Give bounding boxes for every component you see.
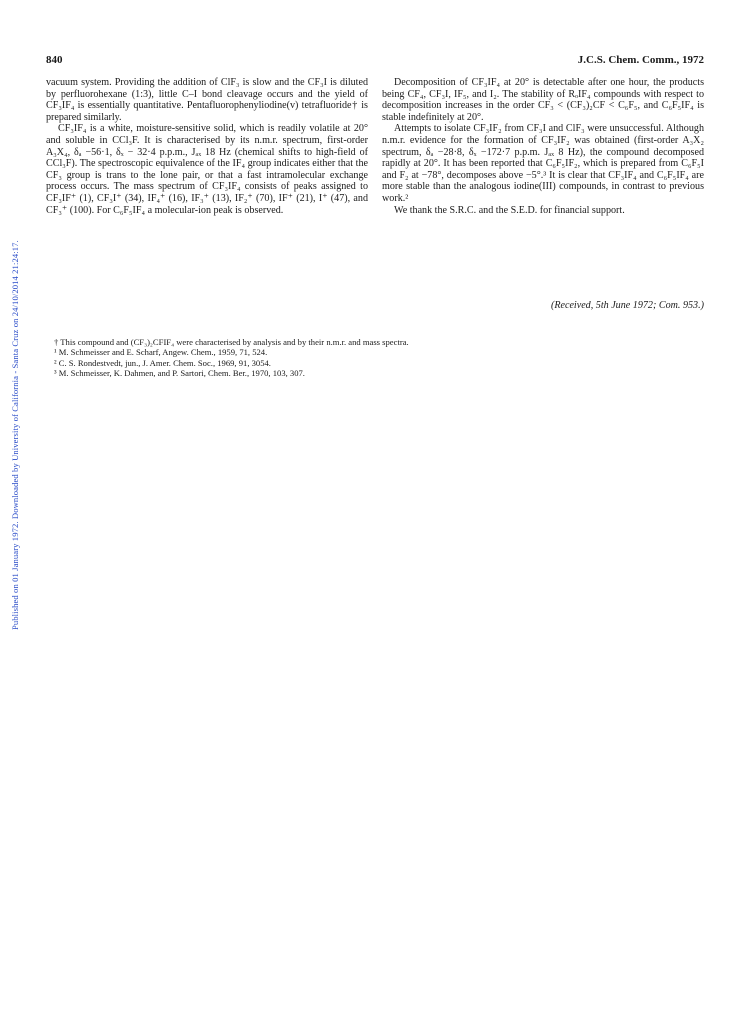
page-header — [46, 54, 704, 72]
footnote-dagger: † This compound and (CF₃)₂CFIF₄ were characterised by analysis and by their n.m.r. and mass spectra. — [54, 337, 409, 347]
paragraph-vacuum-system: vacuum system. Providing the addition of ClF₃ is slow and the CF₃I is diluted by perfluorohexane (1:3), little C–I bond cleavage occurs and the yield of CF₃IF₄ is essentially quantitative. Pentafluorophenyliodine(v) tetrafluoride† is prepared similarly. — [46, 77, 368, 123]
left-column — [46, 77, 368, 216]
journal-title: J.C.S. Chem. Comm., 1972 — [577, 54, 704, 66]
right-column — [382, 77, 704, 216]
received-note: (Received, 5th June 1972; Com. 953.) — [550, 300, 704, 311]
reference-3: ³ M. Schmeisser, K. Dahmen, and P. Sartori, Chem. Ber., 1970, 103, 307. — [54, 368, 305, 379]
paragraph-decomposition: Decomposition of CF₃IF₄ at 20° is detectable after one hour, the products being CF₄, CF₃I, IF₅, and I₂. The stability of RₒIF₄ compounds with respect to decomposition increases in the order CF₃ < (CF₃)₂CF < C₆F₅, and C₆F₅IF₄ is stable indefinitely at 20°. — [382, 77, 704, 123]
reference-2: ² C. S. Rondestvedt, jun., J. Amer. Chem. Soc., 1969, 91, 3054. — [54, 357, 271, 368]
paragraph-acknowledgement: We thank the S.R.C. and the S.E.D. for financial support. — [394, 204, 625, 216]
article-page — [46, 54, 704, 379]
reference-1: ¹ M. Schmeisser and E. Scharf, Angew. Chem., 1959, 71, 524. — [54, 347, 268, 358]
footnotes — [54, 337, 654, 379]
provenance-sidebar — [2, 150, 18, 670]
page-number: 840 — [46, 54, 63, 66]
paragraph-attempts: Attempts to isolate CF₃IF₂ from CF₃I and ClF₃ were unsuccessful. Although n.m.r. evidence for the formation of CF₃IF₂ was obtained (first-order A₃X₂ spectrum, δₐ −28·8, δₓ −172·7 p.p.m. Jₐₓ 8 Hz), the compound decomposed rapidly at 20°. It has been reported that C₆F₅IF₂, which is prepared from C₆F₅I and F₂ at −78°, decomposes above −5°.³ It is clear that CF₃IF₄ and C₆F₅IF₄ are more stable than the analogous iodine(III) compounds, in contrast to previous work.² — [382, 123, 704, 204]
provenance-link[interactable]: Published on 01 January 1972. Downloaded by University of California - Santa Cruz on 24/10/2014 21:24:17. — [10, 240, 20, 630]
paragraph-cf3if4-properties: CF₃IF₄ is a white, moisture-sensitive solid, which is readily volatile at 20° and soluble in CCl₃F. It is characterised by its n.m.r. spectrum, first-order A₃X₄, δₐ −56·1, δₓ − 32·4 p.p.m., Jₐₓ 18 Hz (chemical shifts to high-field of CCl₃F). The spectroscopic equivalence of the IF₄ group indicates either that the CF₃ group is trans to the lone pair, or that a fast intramolecular exchange process occurs. The mass spectrum of CF₃IF₄ consists of peaks assigned to CF₃IF⁺ (1), CF₃I⁺ (34), IF₄⁺ (16), IF₃⁺ (13), IF₂⁺ (70), IF⁺ (21), I⁺ (47), and CF₃⁺ (100). For C₆F₅IF₄ a molecular-ion peak is observed. — [46, 123, 368, 216]
